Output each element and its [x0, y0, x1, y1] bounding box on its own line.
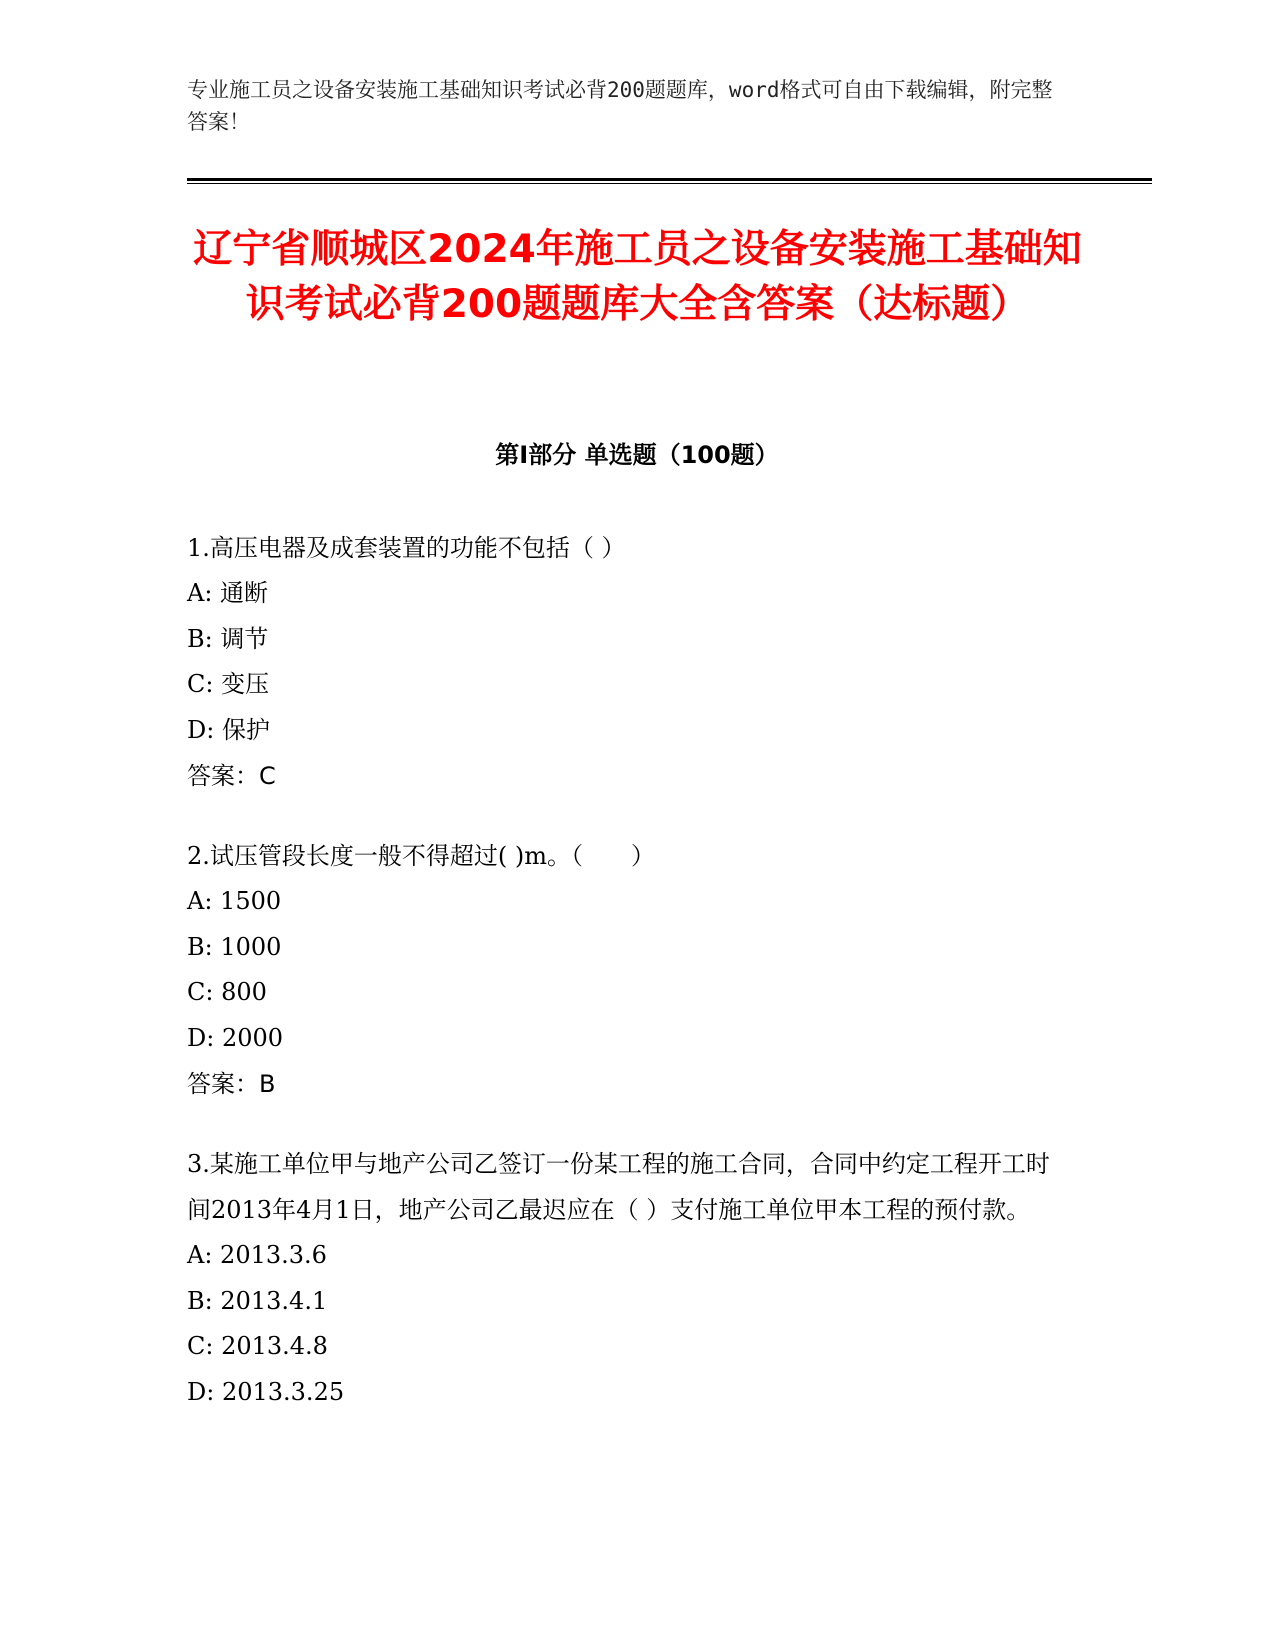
option-b: B: 1000: [187, 932, 282, 961]
answer: 答案：B: [187, 1070, 276, 1098]
answer: 答案：C: [187, 762, 276, 790]
option-c: C: 800: [187, 978, 267, 1006]
header-divider-thin: [187, 183, 1152, 184]
question-2: [187, 833, 1067, 1107]
option-b: B: 2013.4.1: [187, 1286, 328, 1315]
option-d: D: 2013.3.25: [187, 1377, 345, 1406]
header-divider-thick: [187, 178, 1152, 181]
header-note: 专业施工员之设备安装施工基础知识考试必背200题题库，word格式可自由下载编辑，附完整答案！: [187, 78, 1053, 134]
question-3: [187, 1141, 1067, 1415]
question-text: 3.某施工单位甲与地产公司乙签订一份某工程的施工合同，合同中约定工程开工时间2013年4月1日，地产公司乙最迟应在（ ）支付施工单位甲本工程的预付款。: [187, 1150, 1050, 1224]
option-c: C: 2013.4.8: [187, 1332, 328, 1360]
option-b: B: 调节: [187, 624, 269, 653]
question-text: 2.试压管段长度一般不得超过( )m。（ ）: [187, 842, 656, 870]
option-d: D: 2000: [187, 1023, 284, 1052]
question-1: [187, 525, 1067, 799]
option-d: D: 保护: [187, 715, 270, 744]
question-list: [187, 525, 1067, 1449]
option-a: A: 2013.3.6: [187, 1241, 327, 1269]
question-text: 1.高压电器及成套装置的功能不包括（ ）: [187, 534, 626, 562]
option-a: A: 1500: [187, 887, 282, 915]
document-title: 辽宁省顺城区2024年施工员之设备安装施工基础知识考试必背200题题库大全含答案（达标题）: [193, 227, 1082, 327]
option-c: C: 变压: [187, 670, 270, 698]
section-title: 第Ⅰ部分 单选题（100题）: [495, 441, 779, 469]
option-a: A: 通断: [187, 579, 269, 607]
